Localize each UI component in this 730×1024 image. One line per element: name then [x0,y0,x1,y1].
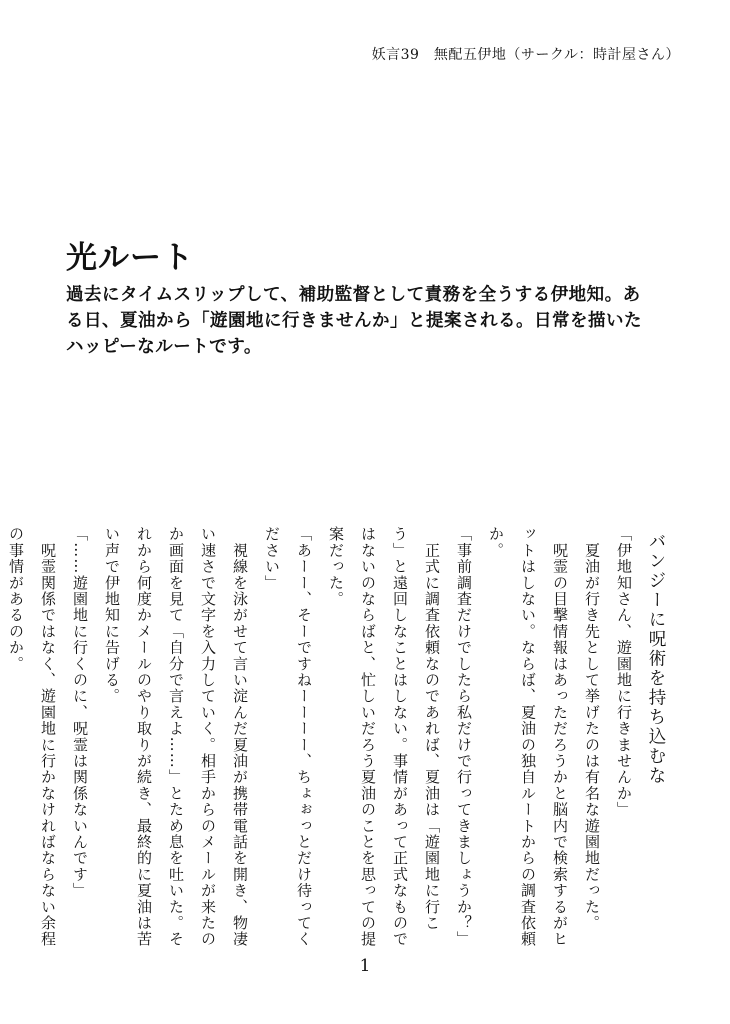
story-paragraph: 正式に調査依頼なのであれば、夏油は「遊園地に行こう」と遠回しなことはしない。事情があって正式なものではないのならばと、忙しいだろう夏油のことを思っての提案だった。 [327,526,441,948]
story-paragraph: 夏油が行き先として挙げたのは有名な遊園地だった。 [583,526,601,931]
story-paragraph: 呪霊の目撃情報はあっただろうかと脳内で検索するがヒットはしない。ならば、夏油の独自ルートからの調査依頼か。 [487,526,569,948]
story-paragraph: 「事前調査だけでしたら私だけで行ってきましょうか？」 [455,526,473,948]
chapter-heading: バンジーに呪術を持ち込むな [646,532,666,786]
route-description: 過去にタイムスリップして、補助監督として責務を全うする伊地知。ある日、夏油から「遊園地に行きませんか」と提案される。日常を描いたハッピーなルートです。 [66,285,642,357]
story-paragraph: 視線を泳がせて言い淀んだ夏油が携帯電話を開き、物凄い速さで文字を入力していく。相手からのメールが来たのか画面を見て「自分で言えよ……」とため息を吐いた。それから何度かメールのやり取りが続き、最終的に夏油は苦い声で伊地知に告げる。 [103,526,249,948]
route-title: 光ルート [66,240,194,276]
page-header: 妖言39 無配五伊地（サークル：時計屋さん） [371,47,680,63]
story-paragraph: 「伊地知さん、遊園地に行きませんか」 [615,526,633,818]
story-paragraph: 呪霊関係ではなく、遊園地に行かなければならない余程の事情があるのか。 [7,526,57,948]
story-paragraph: 「……遊園地に行くのに、呪霊は関係ないんです」 [71,526,89,899]
story-paragraph: 「あーー、そーですねーーーー、ちょぉっとだけ待ってください」 [263,526,313,948]
page-number: 1 [359,956,371,976]
story-body [7,526,672,950]
